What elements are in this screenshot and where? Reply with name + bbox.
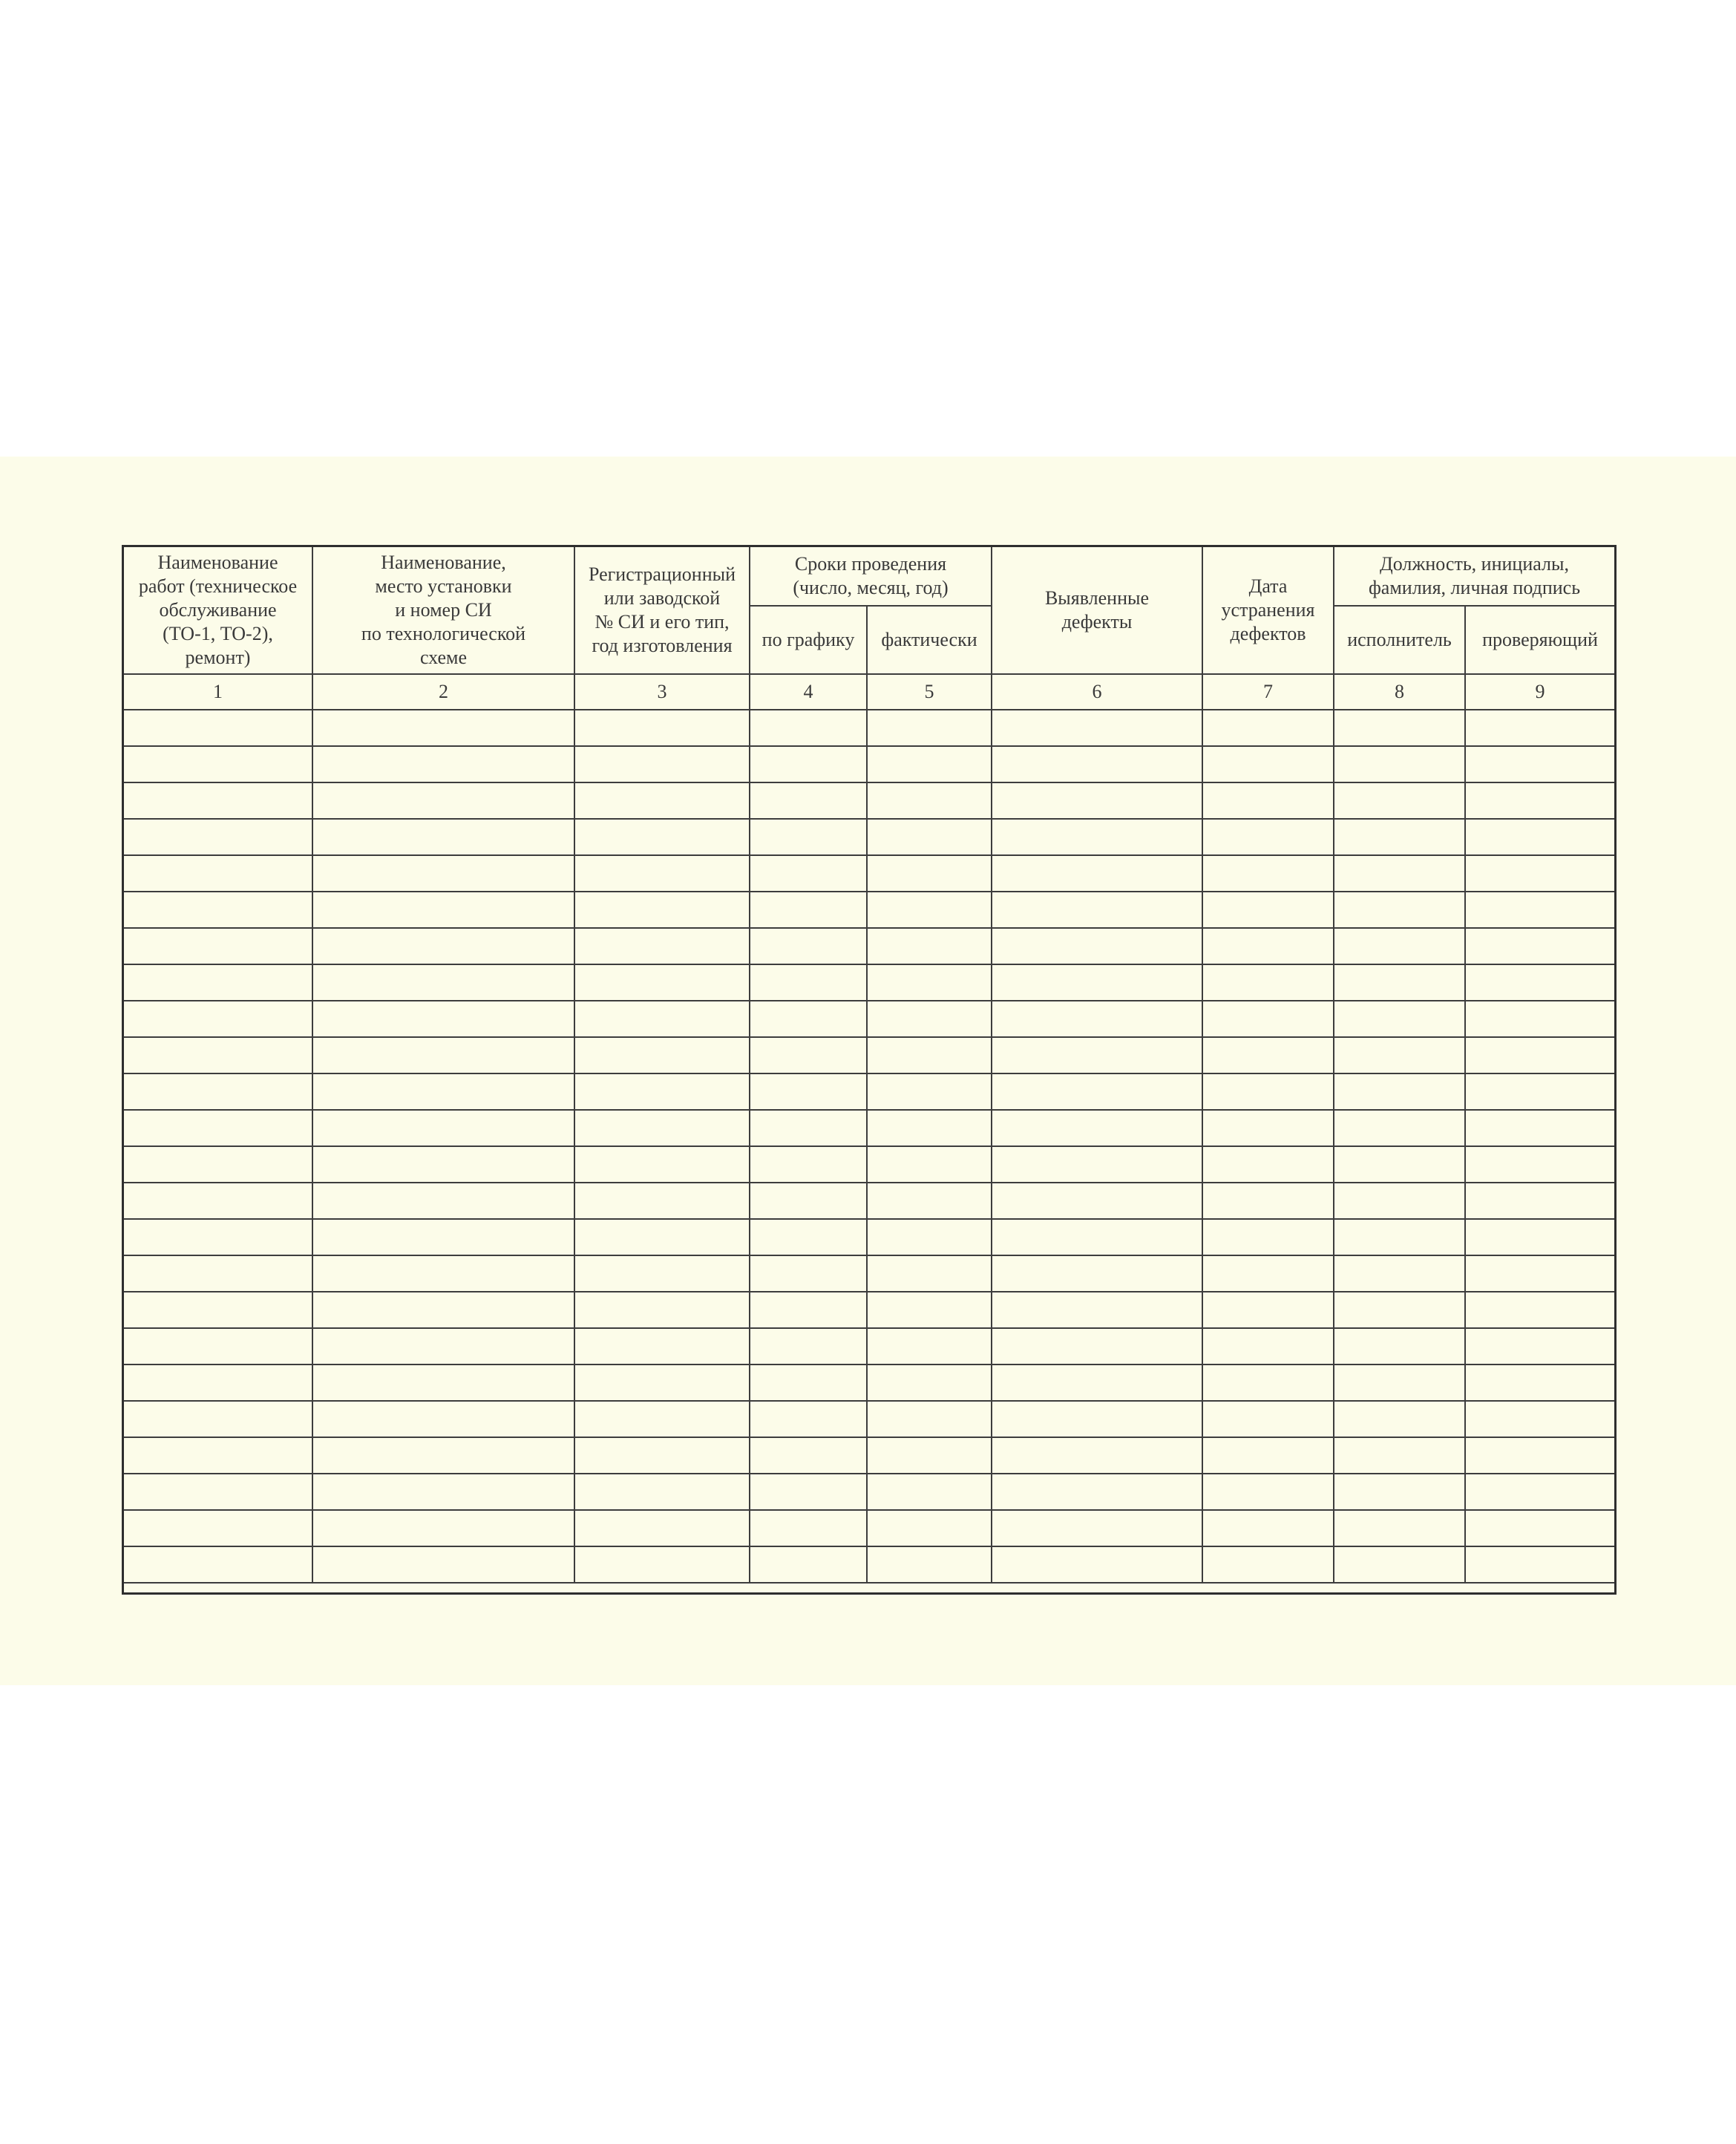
table-cell[interactable]	[1465, 1255, 1615, 1292]
table-cell[interactable]	[992, 1219, 1202, 1255]
column-number: 3	[574, 674, 750, 710]
table-cell[interactable]	[574, 1183, 750, 1219]
table-cell[interactable]	[1202, 1474, 1334, 1510]
table-cell[interactable]	[750, 1510, 867, 1546]
table-row	[123, 928, 1615, 964]
header-executor-label: исполнитель	[1347, 629, 1452, 650]
maintenance-journal-table	[122, 546, 1616, 1584]
table-row	[123, 782, 1615, 819]
table-cell[interactable]	[574, 964, 750, 1001]
table-cell[interactable]	[992, 1401, 1202, 1437]
table-cell[interactable]	[1202, 710, 1334, 746]
table-cell[interactable]	[750, 1401, 867, 1437]
table-cell[interactable]	[750, 928, 867, 964]
table-cell[interactable]	[867, 855, 992, 892]
column-number: 2	[312, 674, 574, 710]
table-cell[interactable]	[867, 710, 992, 746]
table-cell[interactable]	[123, 1110, 312, 1146]
table-cell[interactable]	[992, 892, 1202, 928]
table-row	[123, 1364, 1615, 1401]
table-cell[interactable]	[574, 1110, 750, 1146]
table-cell[interactable]	[867, 1073, 992, 1110]
column-number-row	[123, 674, 1615, 710]
table-cell[interactable]	[867, 1183, 992, 1219]
table-cell[interactable]	[123, 710, 312, 746]
table-cell[interactable]	[1465, 1146, 1615, 1183]
table-cell[interactable]	[867, 928, 992, 964]
table-cell[interactable]	[1465, 1474, 1615, 1510]
table-cell[interactable]	[312, 855, 574, 892]
table-cell[interactable]	[1334, 1037, 1465, 1073]
table-row	[123, 1219, 1615, 1255]
table-cell[interactable]	[574, 782, 750, 819]
table-cell[interactable]	[1465, 1183, 1615, 1219]
table-cell[interactable]	[123, 964, 312, 1001]
table-row	[123, 1037, 1615, 1073]
table-row	[123, 1183, 1615, 1219]
table-cell[interactable]	[1202, 819, 1334, 855]
table-cell[interactable]	[1334, 1510, 1465, 1546]
header-work-name	[123, 546, 312, 674]
table-cell[interactable]	[867, 1037, 992, 1073]
table-cell[interactable]	[312, 1037, 574, 1073]
table-cell[interactable]	[1202, 1073, 1334, 1110]
table-cell[interactable]	[867, 892, 992, 928]
table-cell[interactable]	[1202, 892, 1334, 928]
table-cell[interactable]	[992, 928, 1202, 964]
table-cell[interactable]	[867, 782, 992, 819]
table-cell[interactable]	[867, 819, 992, 855]
table-cell[interactable]	[574, 1219, 750, 1255]
table-cell[interactable]	[123, 1037, 312, 1073]
table-cell[interactable]	[123, 1292, 312, 1328]
table-cell[interactable]	[312, 1292, 574, 1328]
table-cell[interactable]	[1202, 964, 1334, 1001]
table-cell[interactable]	[992, 964, 1202, 1001]
table-cell[interactable]	[1202, 1546, 1334, 1583]
table-cell[interactable]	[574, 1001, 750, 1037]
table-row	[123, 1073, 1615, 1110]
table-cell[interactable]	[574, 1037, 750, 1073]
table-cell[interactable]	[867, 1146, 992, 1183]
table-cell[interactable]	[312, 1546, 574, 1583]
table-cell[interactable]	[992, 1292, 1202, 1328]
header-installation-place	[312, 546, 574, 674]
table-cell[interactable]	[1202, 1364, 1334, 1401]
table-row	[123, 746, 1615, 782]
table-cell[interactable]	[574, 1401, 750, 1437]
table-cell[interactable]	[312, 892, 574, 928]
table-row	[123, 1001, 1615, 1037]
table-cell[interactable]	[574, 710, 750, 746]
table-cell[interactable]	[1334, 1110, 1465, 1146]
table-cell[interactable]	[1465, 1073, 1615, 1110]
table-cell[interactable]	[1202, 1437, 1334, 1474]
table-cell[interactable]	[574, 1255, 750, 1292]
table-cell[interactable]	[992, 1110, 1202, 1146]
table-cell[interactable]	[574, 1510, 750, 1546]
table-cell[interactable]	[992, 1364, 1202, 1401]
table-cell[interactable]	[123, 1401, 312, 1437]
table-cell[interactable]	[1465, 746, 1615, 782]
table-cell[interactable]	[1465, 1546, 1615, 1583]
table-cell[interactable]	[750, 1146, 867, 1183]
table-cell[interactable]	[867, 1474, 992, 1510]
table-cell[interactable]	[1334, 1364, 1465, 1401]
table-cell[interactable]	[312, 782, 574, 819]
table-cell[interactable]	[312, 1474, 574, 1510]
header-signature-group-label: Должность, инициалы, фамилия, личная подпись	[1368, 553, 1581, 598]
table-cell[interactable]	[574, 1364, 750, 1401]
column-number: 6	[992, 674, 1202, 710]
table-row	[123, 1510, 1615, 1546]
table-cell[interactable]	[574, 855, 750, 892]
header-dates-group	[750, 546, 992, 606]
table-cell[interactable]	[750, 1110, 867, 1146]
table-cell[interactable]	[1334, 928, 1465, 964]
table-cell[interactable]	[1202, 1001, 1334, 1037]
table-cell[interactable]	[123, 782, 312, 819]
table-cell[interactable]	[1465, 1110, 1615, 1146]
table-cell[interactable]	[574, 1546, 750, 1583]
header-actual	[867, 606, 992, 674]
table-row	[123, 1146, 1615, 1183]
table-cell[interactable]	[1465, 1292, 1615, 1328]
table-cell[interactable]	[992, 1183, 1202, 1219]
table-cell[interactable]	[1334, 1546, 1465, 1583]
table-cell[interactable]	[992, 1437, 1202, 1474]
table-cell[interactable]	[123, 1437, 312, 1474]
table-row	[123, 1546, 1615, 1583]
table-cell[interactable]	[312, 1146, 574, 1183]
column-number: 7	[1202, 674, 1334, 710]
table-row	[123, 1292, 1615, 1328]
table-cell[interactable]	[1334, 1474, 1465, 1510]
table-cell[interactable]	[312, 964, 574, 1001]
header-defects-label: Выявленные дефекты	[1044, 587, 1150, 633]
table-cell[interactable]	[750, 782, 867, 819]
table-cell[interactable]	[1202, 782, 1334, 819]
table-cell[interactable]	[867, 1401, 992, 1437]
header-by-schedule	[750, 606, 867, 674]
column-number: 9	[1465, 674, 1615, 710]
table-cell[interactable]	[574, 1437, 750, 1474]
table-cell[interactable]	[123, 1219, 312, 1255]
table-cell[interactable]	[1465, 855, 1615, 892]
table-cell[interactable]	[1334, 1219, 1465, 1255]
table-cell[interactable]	[123, 1183, 312, 1219]
table-cell[interactable]	[1202, 1183, 1334, 1219]
table-cell[interactable]	[1202, 855, 1334, 892]
table-cell[interactable]	[574, 1073, 750, 1110]
header-fix-date	[1202, 546, 1334, 674]
table-cell[interactable]	[123, 1546, 312, 1583]
table-cell[interactable]	[1465, 1219, 1615, 1255]
table-cell[interactable]	[867, 746, 992, 782]
table-row	[123, 710, 1615, 746]
table-cell[interactable]	[1334, 964, 1465, 1001]
table-cell[interactable]	[867, 1437, 992, 1474]
table-cell[interactable]	[123, 1146, 312, 1183]
table-cell[interactable]	[312, 1183, 574, 1219]
table-cell[interactable]	[750, 1183, 867, 1219]
table-cell[interactable]	[1334, 1001, 1465, 1037]
table-cell[interactable]	[1465, 1401, 1615, 1437]
table-row	[123, 1328, 1615, 1364]
table-cell[interactable]	[123, 1510, 312, 1546]
table-cell[interactable]	[1465, 1510, 1615, 1546]
table-cell[interactable]	[312, 1364, 574, 1401]
table-cell[interactable]	[1465, 782, 1615, 819]
table-cell[interactable]	[750, 1255, 867, 1292]
table-cell[interactable]	[1202, 928, 1334, 964]
table-cell[interactable]	[1202, 1110, 1334, 1146]
table-cell[interactable]	[312, 928, 574, 964]
table-cell[interactable]	[750, 746, 867, 782]
table-cell[interactable]	[312, 1510, 574, 1546]
table-cell[interactable]	[750, 1219, 867, 1255]
table-cell[interactable]	[992, 819, 1202, 855]
table-cell[interactable]	[867, 1255, 992, 1292]
table-cell[interactable]	[750, 1364, 867, 1401]
table-cell[interactable]	[1334, 1073, 1465, 1110]
table-cell[interactable]	[750, 1546, 867, 1583]
table-cell[interactable]	[312, 1401, 574, 1437]
table-cell[interactable]	[750, 1474, 867, 1510]
table-cell[interactable]	[992, 1001, 1202, 1037]
table-cell[interactable]	[992, 1073, 1202, 1110]
header-dates-group-label: Сроки проведения (число, месяц, год)	[793, 553, 949, 598]
table-cell[interactable]	[1334, 746, 1465, 782]
table-cell[interactable]	[1334, 1183, 1465, 1219]
table-cell[interactable]	[574, 1328, 750, 1364]
table-cell[interactable]	[1334, 1437, 1465, 1474]
column-number: 5	[867, 674, 992, 710]
table-cell[interactable]	[867, 1328, 992, 1364]
table-cell[interactable]	[1334, 855, 1465, 892]
header-by-schedule-label: по графику	[761, 629, 855, 650]
table-cell[interactable]	[574, 819, 750, 855]
header-work-name-label: Наименование работ (техническое обслуживание (ТО-1, ТО-2), ремонт)	[138, 552, 298, 668]
header-signature-group	[1334, 546, 1615, 606]
table-row	[123, 1401, 1615, 1437]
table-cell[interactable]	[992, 1474, 1202, 1510]
table-cell[interactable]	[312, 1437, 574, 1474]
table-cell[interactable]	[1334, 1255, 1465, 1292]
header-inspector	[1465, 606, 1615, 674]
table-row	[123, 1255, 1615, 1292]
table-cell[interactable]	[750, 1001, 867, 1037]
table-cell[interactable]	[1202, 1510, 1334, 1546]
table-cell[interactable]	[123, 1073, 312, 1110]
table-cell[interactable]	[992, 1328, 1202, 1364]
table-cell[interactable]	[1334, 1292, 1465, 1328]
table-cell[interactable]	[867, 1546, 992, 1583]
table-cell[interactable]	[1465, 710, 1615, 746]
column-number: 8	[1334, 674, 1465, 710]
table-cell[interactable]	[992, 1146, 1202, 1183]
table-cell[interactable]	[1334, 892, 1465, 928]
table-cell[interactable]	[312, 710, 574, 746]
table-cell[interactable]	[574, 1146, 750, 1183]
table-cell[interactable]	[123, 1328, 312, 1364]
table-cell[interactable]	[1465, 1437, 1615, 1474]
table-cell[interactable]	[312, 1073, 574, 1110]
table-cell[interactable]	[750, 892, 867, 928]
table-cell[interactable]	[750, 964, 867, 1001]
table-cell[interactable]	[992, 1255, 1202, 1292]
header-executor	[1334, 606, 1465, 674]
table-cell[interactable]	[992, 710, 1202, 746]
header-inspector-label: проверяющий	[1482, 629, 1598, 650]
table-cell[interactable]	[750, 1073, 867, 1110]
table-cell[interactable]	[992, 1037, 1202, 1073]
header-registration-number-label: Регистрационный или заводской № СИ и его тип, год изготовления	[588, 563, 736, 656]
table-cell[interactable]	[992, 782, 1202, 819]
table-row	[123, 1474, 1615, 1510]
table-cell[interactable]	[750, 1292, 867, 1328]
table-cell[interactable]	[574, 1292, 750, 1328]
table-row	[123, 964, 1615, 1001]
table-cell[interactable]	[867, 1510, 992, 1546]
table-cell[interactable]	[1334, 819, 1465, 855]
table-cell[interactable]	[1334, 1401, 1465, 1437]
table-cell[interactable]	[1465, 1001, 1615, 1037]
table-cell[interactable]	[1465, 964, 1615, 1001]
table-body	[123, 710, 1615, 1583]
table-cell[interactable]	[1334, 1146, 1465, 1183]
column-number: 1	[123, 674, 312, 710]
table-row	[123, 1437, 1615, 1474]
table-cell[interactable]	[312, 1255, 574, 1292]
table-cell[interactable]	[750, 1037, 867, 1073]
table-cell[interactable]	[1202, 1037, 1334, 1073]
table-cell[interactable]	[1465, 1037, 1615, 1073]
table-cell[interactable]	[992, 1546, 1202, 1583]
table-cell[interactable]	[750, 819, 867, 855]
table-cell[interactable]	[123, 1364, 312, 1401]
table-cell[interactable]	[123, 819, 312, 855]
table-cell[interactable]	[750, 710, 867, 746]
table-cell[interactable]	[750, 1328, 867, 1364]
table-cell[interactable]	[312, 1219, 574, 1255]
table-cell[interactable]	[123, 1474, 312, 1510]
table-cell[interactable]	[1202, 1328, 1334, 1364]
table-cell[interactable]	[1202, 1401, 1334, 1437]
table-cell[interactable]	[867, 1110, 992, 1146]
table-row	[123, 855, 1615, 892]
table-cell[interactable]	[574, 892, 750, 928]
table-cell[interactable]	[1334, 782, 1465, 819]
table-cell[interactable]	[867, 964, 992, 1001]
table-cell[interactable]	[1202, 746, 1334, 782]
table-cell[interactable]	[312, 1110, 574, 1146]
table-cell[interactable]	[867, 1001, 992, 1037]
table-cell[interactable]	[123, 1255, 312, 1292]
table-cell[interactable]	[992, 855, 1202, 892]
table-cell[interactable]	[123, 928, 312, 964]
table-cell[interactable]	[312, 819, 574, 855]
table-cell[interactable]	[992, 746, 1202, 782]
table-cell[interactable]	[750, 1437, 867, 1474]
table-cell[interactable]	[1334, 710, 1465, 746]
header-fix-date-label: Дата устранения дефектов	[1221, 575, 1315, 644]
table-cell[interactable]	[123, 855, 312, 892]
table-cell[interactable]	[867, 1364, 992, 1401]
header-actual-label: фактически	[881, 629, 977, 650]
table-cell[interactable]	[750, 855, 867, 892]
table-cell[interactable]	[1465, 892, 1615, 928]
header-installation-place-label: Наименование, место установки и номер СИ по технологической схеме	[361, 552, 526, 668]
table-cell[interactable]	[992, 1510, 1202, 1546]
table-cell[interactable]	[867, 1219, 992, 1255]
header-registration-number	[574, 546, 750, 674]
table-cell[interactable]	[1465, 819, 1615, 855]
header-defects	[992, 546, 1202, 674]
table-cell[interactable]	[312, 1001, 574, 1037]
table-cell[interactable]	[123, 746, 312, 782]
table-cell[interactable]	[1334, 1328, 1465, 1364]
table-cell[interactable]	[574, 928, 750, 964]
table-row	[123, 892, 1615, 928]
table-cell[interactable]	[1465, 1364, 1615, 1401]
table-cell[interactable]	[1202, 1219, 1334, 1255]
table-cell[interactable]	[867, 1292, 992, 1328]
table-cell[interactable]	[1202, 1146, 1334, 1183]
table-cell[interactable]	[574, 1474, 750, 1510]
table-cell[interactable]	[1202, 1255, 1334, 1292]
table-cell[interactable]	[1465, 1328, 1615, 1364]
table-cell[interactable]	[312, 746, 574, 782]
table-cell[interactable]	[123, 1001, 312, 1037]
table-row	[123, 819, 1615, 855]
table-cell[interactable]	[574, 746, 750, 782]
table-cell[interactable]	[1465, 928, 1615, 964]
table-cell[interactable]	[123, 892, 312, 928]
column-number: 4	[750, 674, 867, 710]
table-cell[interactable]	[312, 1328, 574, 1364]
table-cell[interactable]	[1202, 1292, 1334, 1328]
table-row	[123, 1110, 1615, 1146]
